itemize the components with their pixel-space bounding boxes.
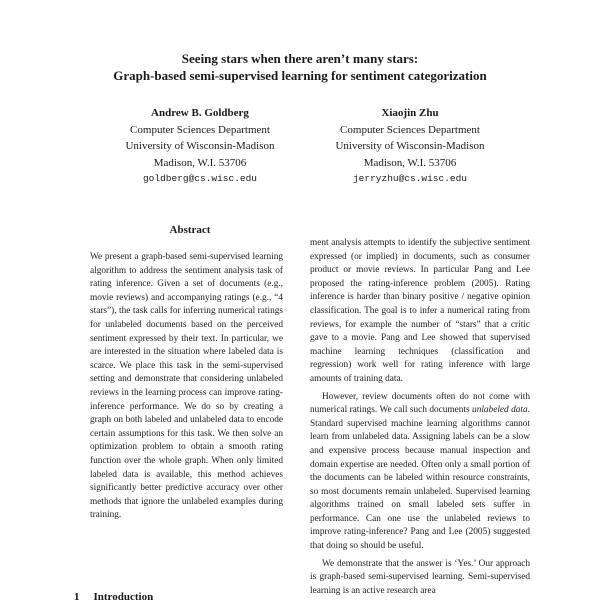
intro-paragraph-1: ment analysis attempts to identify the subjective sentiment expressed (or implied) in documents, such as consumer product or movie reviews. In particular Pang and Lee proposed the rating-inference problem (2005). Rating inference is harder than binary positive / negative opinion classification. The goal is to infer a numerical rating from reviews, for example the number of “stars” that a critic gave to a movie. Pang and Lee showed that supervised machine learning techniques (classification and regression) work well for rating inference with large amounts of training data. [310,238,530,384]
author-university: University of Wisconsin-Madison [125,140,275,152]
abstract-heading: Abstract [169,224,211,236]
intro-paragraph-2-end: . Standard supervised machine learning algorithms cannot learn from unlabeled data. Assigning labels can be a slow and expensive process because manual inspection and domain expertise are needed. Often only a small portion of the documents can be labeled within resource constraints, so most documents remain unlabeled. Supervised learning algorithms trained on small labeled sets suffer in performance. Can one use the unlabeled reviews to improve rating-inference? Pang and Lee (2005) suggested that doing so should be useful. [310,405,530,552]
author-university: University of Wisconsin-Madison [335,140,485,152]
author-department: Computer Sciences Department [340,123,480,136]
paper-title-line-2: Graph-based semi-supervised learning for sentiment categorization [113,68,487,83]
author-department: Computer Sciences Department [130,123,270,136]
intro-paragraph-2-start: However, review documents often do not come with numerical ratings. We call such documents [310,391,530,416]
section-heading-introduction [74,591,153,603]
intro-emphasis-unlabeled-data: unlabeled data [472,405,528,416]
author-email: goldberg@cs.wisc.edu [142,173,258,184]
author-block-1 [85,105,315,188]
abstract-column [90,251,283,523]
author-email: jerryzhu@cs.wisc.edu [352,173,468,184]
author-name: Andrew B. Goldberg [151,107,249,119]
introduction-column [310,237,530,598]
section-number: 1 [74,591,80,603]
author-city: Madison, W.I. 53706 [363,156,457,169]
abstract-text: We present a graph-based semi-supervised learning algorithm to address the sentiment analysis task of rating inference. Given a set of documents (e.g., movie reviews) and accompanying ratings (e.g., “4 stars”), the task calls for inferring numerical ratings for unlabeled documents based on the perceived sentiment expressed by their text. In particular, we are interested in the situation where labeled data is scarce. We place this task in the semi-supervised setting and demonstrate that considering unlabeled reviews in the learning process can improve rating-inference performance. We do so by creating a graph on both labeled and unlabeled data to encode certain assumptions for this task. We then solve an optimization problem to obtain a smooth rating function over the whole graph. When only limited labeled data is available, this method achieves significantly better predictive accuracy over other methods that ignore the unlabeled examples during training. [90,252,283,521]
intro-paragraph-3: We demonstrate that the answer is ‘Yes.’ Our approach is graph-based semi-supervised learning. Semi-supervised learning is an active research area [310,558,530,596]
paper-title-line-1: Seeing stars when there aren’t many stars: [181,51,419,66]
intro-paragraph-2 [310,391,530,554]
author-city: Madison, W.I. 53706 [153,156,247,169]
author-name: Xiaojin Zhu [381,107,439,119]
section-title: Introduction [93,591,154,603]
author-block-2 [295,105,525,188]
